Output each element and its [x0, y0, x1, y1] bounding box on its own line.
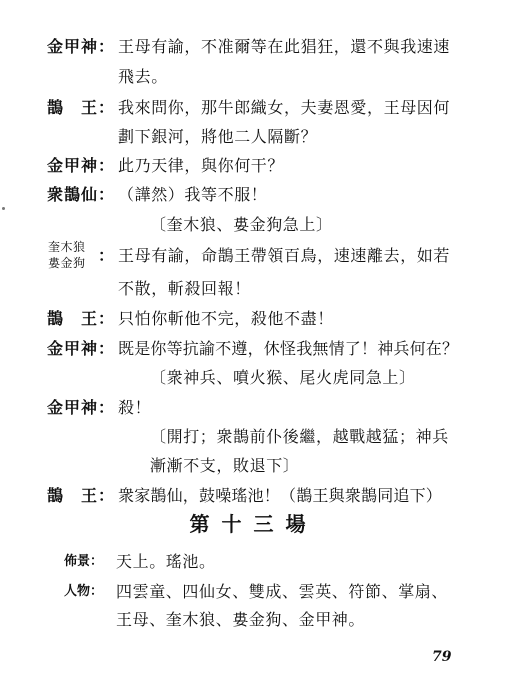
dialogue-line: 只怕你斬他不完，殺他不盡！	[118, 309, 334, 328]
speaker-name: 鵲 王：	[47, 98, 116, 117]
speaker-name: 金甲神：	[47, 156, 116, 175]
characters-line: 四雲童、四仙女、雙成、雲英、符節、掌扇、	[116, 582, 449, 601]
dialogue-line: （譁然）我等不服！	[118, 185, 268, 204]
speaker-name: 金甲神：	[47, 37, 116, 56]
stage-direction: 〔奎木狼、婁金狗急上〕	[150, 215, 333, 234]
dialogue-line: 衆家鵲仙，鼓噪瑤池！（鵲王與衆鵲同追下）	[118, 486, 443, 505]
stage-direction: 〔開打；衆鵲前仆後繼，越戰越猛；神兵	[150, 427, 449, 446]
dialogue-line: 我來問你，那牛郎織女，夫妻恩愛，王母因何	[118, 98, 451, 117]
speaker-name: 金甲神：	[47, 339, 116, 358]
speaker-name-bottom: 婁金狗	[48, 256, 86, 270]
margin-mark	[2, 207, 5, 210]
characters-label: 人物：	[64, 584, 104, 599]
speaker-colon: ：	[98, 246, 116, 265]
speaker-name-top: 奎木狼	[48, 240, 86, 254]
speaker-name: 衆鵲仙：	[47, 185, 116, 204]
dialogue-line: 殺！	[118, 398, 152, 417]
setting-text: 天上。瑤池。	[116, 552, 216, 571]
stage-direction: 〔衆神兵、噴火猴、尾火虎同急上〕	[150, 368, 416, 387]
speaker-name: 鵲 王：	[47, 486, 116, 505]
speaker-name: 金甲神：	[47, 398, 116, 417]
scene-title: 第十三場	[189, 512, 318, 536]
setting-label: 佈景：	[64, 554, 104, 569]
dialogue-line: 王母有諭，命鵲王帶領百鳥，速速離去，如若	[118, 246, 451, 265]
dialogue-line: 飛去。	[118, 67, 168, 86]
stage-direction: 漸漸不支，敗退下〕	[150, 456, 300, 475]
dialogue-line: 王母有諭，不准爾等在此猖狂，還不與我速速	[118, 37, 451, 56]
dialogue-line: 此乃天律，與你何干？	[118, 156, 285, 175]
speaker-name: 鵲 王：	[47, 309, 116, 328]
dialogue-line: 不散，斬殺回報！	[118, 279, 251, 298]
dialogue-line: 既是你等抗諭不遵，休怪我無情了！神兵何在？	[118, 339, 459, 358]
dialogue-line: 劃下銀河，將他二人隔斷？	[118, 127, 318, 146]
page-number: 79	[432, 649, 452, 665]
characters-line: 王母、奎木狼、婁金狗、金甲神。	[116, 610, 366, 629]
